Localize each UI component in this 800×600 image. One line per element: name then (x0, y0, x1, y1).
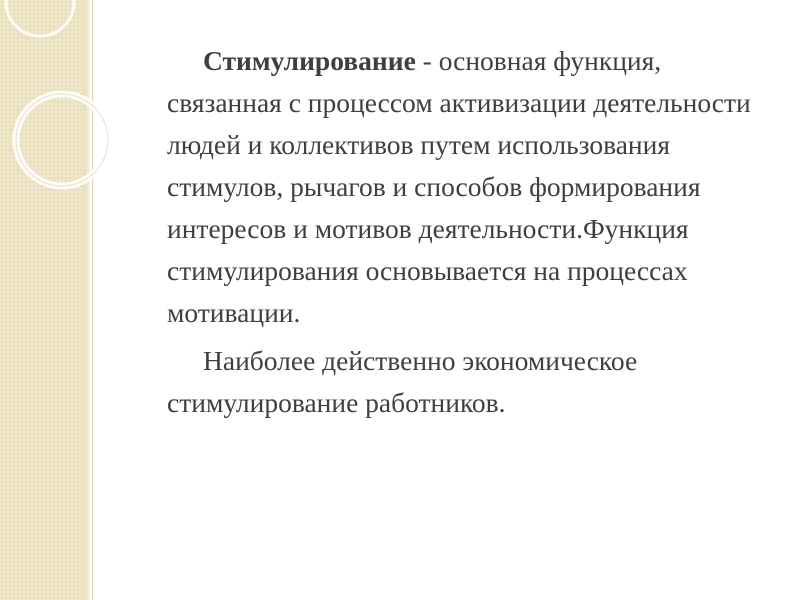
paragraph-definition (167, 40, 777, 334)
term-bold: Стимулирование (203, 45, 416, 76)
slide-body-text (167, 40, 777, 424)
decorative-rings-icon (0, 0, 140, 220)
paragraph-conclusion: Наиболее действенно экономическое стимулирование работников. (167, 345, 638, 418)
definition-text: - основная функция, связанная с процессом активизации деятельности людей и коллективов путем использования стимулов, рычагов и способов формирования интересов и мотивов деятельности.Функция стимулирования основывается на процессах мотивации. (167, 45, 751, 328)
